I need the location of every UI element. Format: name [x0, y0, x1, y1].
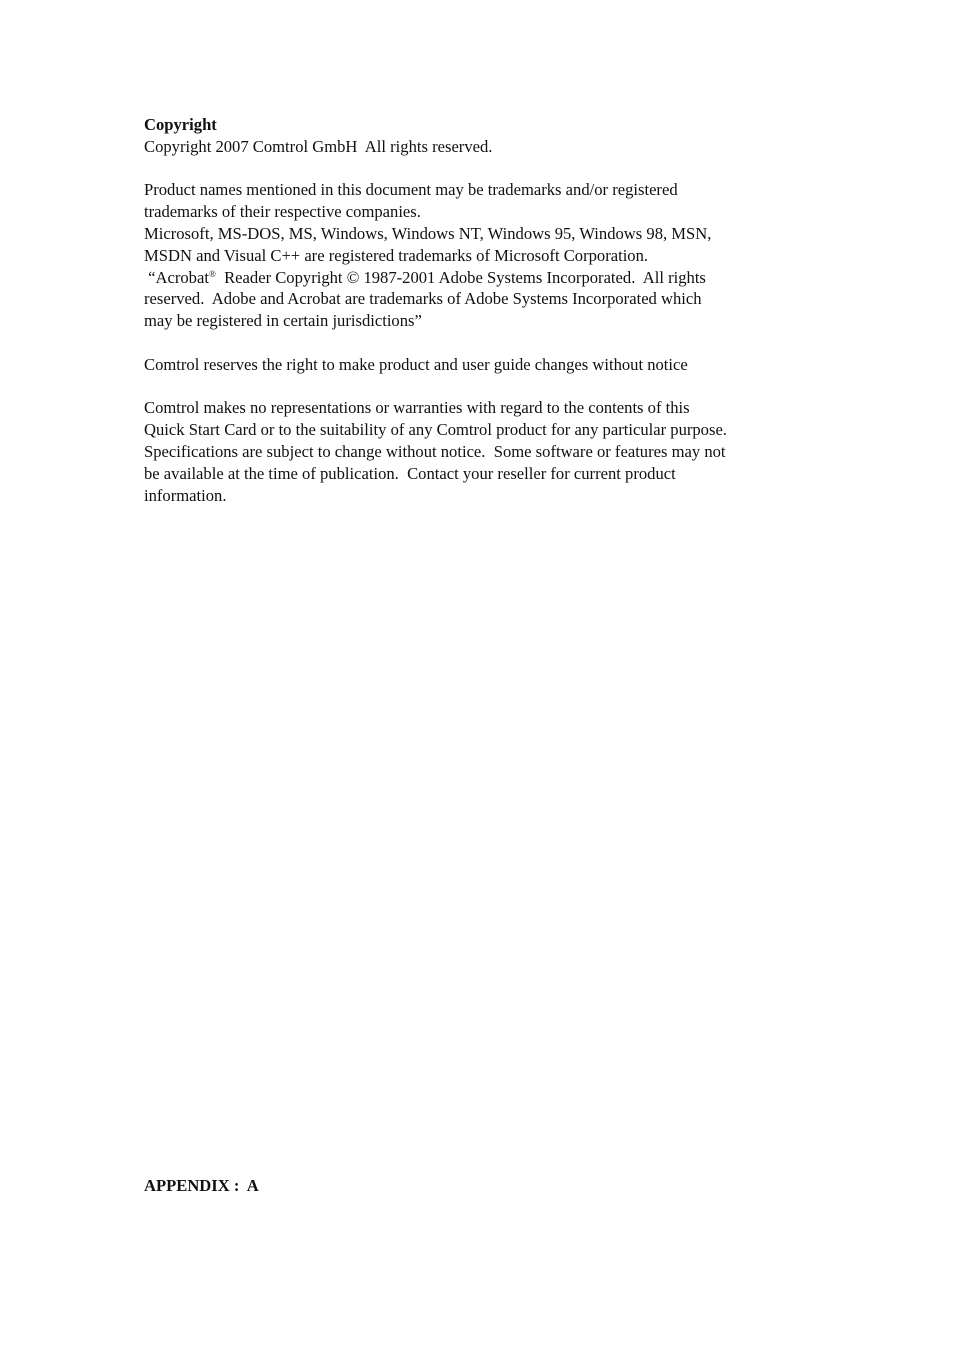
paragraph-spacer: [144, 332, 824, 354]
acrobat-prefix: “Acrobat: [144, 267, 209, 287]
disclaimer-line: be available at the time of publication. Contact your reseller for current product: [144, 463, 676, 483]
paragraph-spacer: [144, 376, 824, 398]
disclaimer-section: [144, 397, 824, 506]
appendix-label: APPENDIX : A: [144, 1176, 259, 1195]
acrobat-line: [144, 267, 824, 289]
disclaimer-line: Specifications are subject to change without notice. Some software or features may not: [144, 441, 726, 461]
copyright-statement: Copyright 2007 Comtrol GmbH All rights reserved.: [144, 136, 493, 156]
copyright-section: [144, 114, 824, 158]
acrobat-rest: Reader Copyright © 1987-2001 Adobe Systems Incorporated. All rights: [215, 267, 706, 287]
trademarks-line: Microsoft, MS-DOS, MS, Windows, Windows NT, Windows 95, Windows 98, MSN,: [144, 223, 712, 243]
copyright-page-content: [144, 114, 824, 506]
trademarks-line: trademarks of their respective companies.: [144, 202, 421, 222]
registered-mark: ®: [208, 268, 216, 279]
trademarks-line: Product names mentioned in this document may be trademarks and/or registered: [144, 180, 678, 200]
acrobat-line: reserved. Adobe and Acrobat are trademarks of Adobe Systems Incorporated which: [144, 289, 702, 309]
trademarks-section: [144, 179, 824, 332]
notice-section: [144, 354, 824, 376]
copyright-heading: Copyright: [144, 115, 217, 134]
disclaimer-line: Quick Start Card or to the suitability of any Comtrol product for any particular purpose.: [144, 420, 727, 440]
disclaimer-line: Comtrol makes no representations or warranties with regard to the contents of this: [144, 398, 690, 418]
acrobat-line: may be registered in certain jurisdictions”: [144, 311, 422, 331]
changes-notice: Comtrol reserves the right to make product and user guide changes without notice: [144, 354, 688, 374]
disclaimer-line: information.: [144, 485, 227, 505]
trademarks-line: MSDN and Visual C++ are registered trademarks of Microsoft Corporation.: [144, 245, 649, 265]
paragraph-spacer: [144, 158, 824, 180]
